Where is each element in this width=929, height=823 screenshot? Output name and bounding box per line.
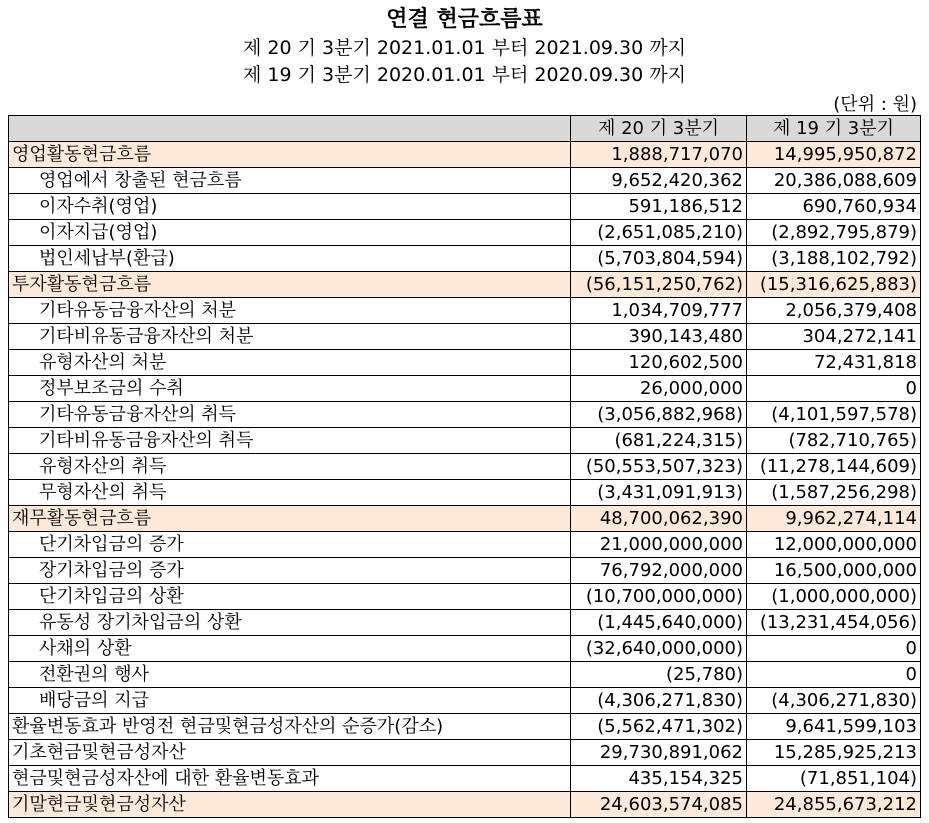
- value-current: (5,703,804,594): [571, 246, 747, 272]
- header-prior: 제 19 기 3분기: [747, 116, 921, 142]
- section-row: [9, 506, 921, 532]
- value-prior: (782,710,765): [747, 428, 921, 454]
- row-label: 기말현금및현금성자산: [9, 792, 571, 818]
- table-row: [9, 636, 921, 662]
- value-current: (681,224,315): [571, 428, 747, 454]
- table-row: [9, 714, 921, 740]
- value-prior: 16,500,000,000: [747, 558, 921, 584]
- unit-label: (단위 : 원): [833, 94, 917, 115]
- row-label: 기타유동금융자산의 처분: [9, 298, 571, 324]
- value-prior: (11,278,144,609): [747, 454, 921, 480]
- value-current: 48,700,062,390: [571, 506, 747, 532]
- row-label: 단기차입금의 상환: [9, 584, 571, 610]
- value-current: (1,445,640,000): [571, 610, 747, 636]
- cash-flow-table: [8, 115, 921, 818]
- value-current: (5,562,471,302): [571, 714, 747, 740]
- period-prior: 제 19 기 3분기 2020.01.01 부터 2020.09.30 까지: [243, 64, 686, 86]
- section-row: [9, 792, 921, 818]
- value-prior: (2,892,795,879): [747, 220, 921, 246]
- value-current: (3,431,091,913): [571, 480, 747, 506]
- row-label: 유형자산의 취득: [9, 454, 571, 480]
- row-label: 기타비유동금융자산의 취득: [9, 428, 571, 454]
- value-current: (4,306,271,830): [571, 688, 747, 714]
- value-current: 24,603,574,085: [571, 792, 747, 818]
- table-row: [9, 610, 921, 636]
- period-current: 제 20 기 3분기 2021.01.01 부터 2021.09.30 까지: [243, 37, 686, 59]
- value-current: 390,143,480: [571, 324, 747, 350]
- value-prior: (1,000,000,000): [747, 584, 921, 610]
- row-label: 투자활동현금흐름: [9, 272, 571, 298]
- value-prior: 0: [747, 636, 921, 662]
- value-prior: 24,855,673,212: [747, 792, 921, 818]
- row-label: 기타비유동금융자산의 처분: [9, 324, 571, 350]
- value-prior: 72,431,818: [747, 350, 921, 376]
- table-row: [9, 688, 921, 714]
- row-label: 기타유동금융자산의 취득: [9, 402, 571, 428]
- row-label: 법인세납부(환급): [9, 246, 571, 272]
- value-prior: 2,056,379,408: [747, 298, 921, 324]
- row-label: 단기차입금의 증가: [9, 532, 571, 558]
- row-label: 유형자산의 처분: [9, 350, 571, 376]
- table-row: [9, 376, 921, 402]
- table-row: [9, 402, 921, 428]
- row-label: 무형자산의 취득: [9, 480, 571, 506]
- table-row: [9, 662, 921, 688]
- value-current: 120,602,500: [571, 350, 747, 376]
- section-row: [9, 272, 921, 298]
- section-row: [9, 142, 921, 168]
- row-label: 재무활동현금흐름: [9, 506, 571, 532]
- value-current: 29,730,891,062: [571, 740, 747, 766]
- row-label: 전환권의 행사: [9, 662, 571, 688]
- row-label: 정부보조금의 수취: [9, 376, 571, 402]
- table-row: [9, 246, 921, 272]
- value-prior: 9,962,274,114: [747, 506, 921, 532]
- header-current: 제 20 기 3분기: [571, 116, 747, 142]
- value-current: 9,652,420,362: [571, 168, 747, 194]
- table-row: [9, 558, 921, 584]
- value-prior: (1,587,256,298): [747, 480, 921, 506]
- table-row: [9, 740, 921, 766]
- row-label: 환율변동효과 반영전 현금및현금성자산의 순증가(감소): [9, 714, 571, 740]
- value-current: 1,034,709,777: [571, 298, 747, 324]
- value-prior: (4,306,271,830): [747, 688, 921, 714]
- value-current: (25,780): [571, 662, 747, 688]
- value-current: 21,000,000,000: [571, 532, 747, 558]
- table-row: [9, 428, 921, 454]
- value-current: (32,640,000,000): [571, 636, 747, 662]
- header-label: [9, 116, 571, 142]
- table-row: [9, 532, 921, 558]
- row-label: 기초현금및현금성자산: [9, 740, 571, 766]
- table-row: [9, 168, 921, 194]
- value-current: 591,186,512: [571, 194, 747, 220]
- row-label: 이자수취(영업): [9, 194, 571, 220]
- value-prior: 20,386,088,609: [747, 168, 921, 194]
- value-prior: 9,641,599,103: [747, 714, 921, 740]
- value-current: (50,553,507,323): [571, 454, 747, 480]
- value-prior: 12,000,000,000: [747, 532, 921, 558]
- value-current: 26,000,000: [571, 376, 747, 402]
- value-current: 435,154,325: [571, 766, 747, 792]
- row-label: 영업에서 창출된 현금흐름: [9, 168, 571, 194]
- table-row: [9, 350, 921, 376]
- value-current: 76,792,000,000: [571, 558, 747, 584]
- value-current: (2,651,085,210): [571, 220, 747, 246]
- row-label: 현금및현금성자산에 대한 환율변동효과: [9, 766, 571, 792]
- value-prior: 0: [747, 376, 921, 402]
- value-current: (10,700,000,000): [571, 584, 747, 610]
- value-prior: (3,188,102,792): [747, 246, 921, 272]
- value-current: (56,151,250,762): [571, 272, 747, 298]
- value-prior: 14,995,950,872: [747, 142, 921, 168]
- table-row: [9, 584, 921, 610]
- value-prior: 15,285,925,213: [747, 740, 921, 766]
- table-row: [9, 324, 921, 350]
- value-current: 1,888,717,070: [571, 142, 747, 168]
- value-prior: (71,851,104): [747, 766, 921, 792]
- value-prior: (15,316,625,883): [747, 272, 921, 298]
- row-label: 배당금의 지급: [9, 688, 571, 714]
- row-label: 유동성 장기차입금의 상환: [9, 610, 571, 636]
- value-current: (3,056,882,968): [571, 402, 747, 428]
- row-label: 사채의 상환: [9, 636, 571, 662]
- statement-title: 연결 현금흐름표: [386, 7, 543, 32]
- table-row: [9, 298, 921, 324]
- table-header-row: [9, 116, 921, 142]
- value-prior: 304,272,141: [747, 324, 921, 350]
- value-prior: 0: [747, 662, 921, 688]
- table-row: [9, 194, 921, 220]
- row-label: 이자지급(영업): [9, 220, 571, 246]
- value-prior: (13,231,454,056): [747, 610, 921, 636]
- row-label: 장기차입금의 증가: [9, 558, 571, 584]
- table-row: [9, 766, 921, 792]
- table-row: [9, 220, 921, 246]
- value-prior: 690,760,934: [747, 194, 921, 220]
- table-row: [9, 480, 921, 506]
- value-prior: (4,101,597,578): [747, 402, 921, 428]
- table-row: [9, 454, 921, 480]
- row-label: 영업활동현금흐름: [9, 142, 571, 168]
